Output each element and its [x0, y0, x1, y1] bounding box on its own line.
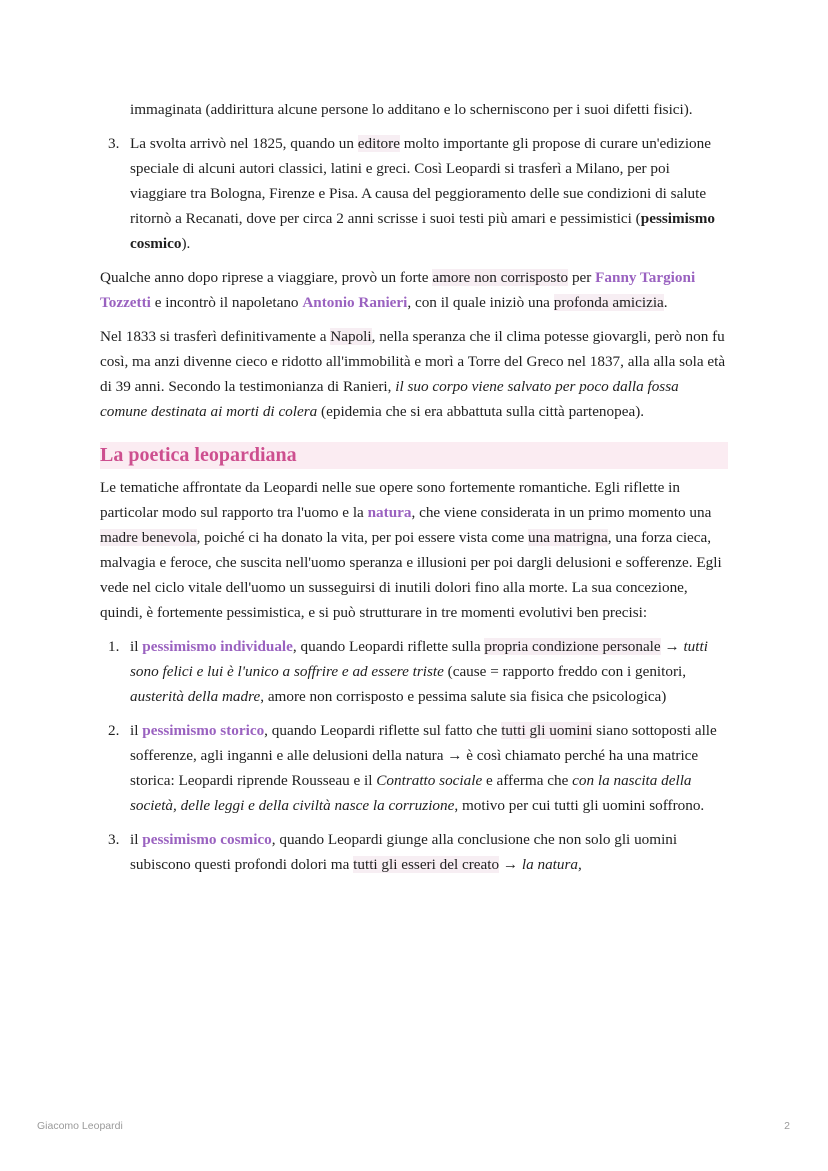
- text-run: .: [663, 294, 668, 311]
- text-run: La svolta arrivò nel 1825, quando un: [130, 135, 358, 152]
- paragraph-naples: [100, 324, 728, 424]
- text-run: , quando Leopardi giunge alla conclusione che non solo gli uomini subiscono questi profondi dolori ma: [130, 831, 678, 873]
- term-pessimism: pessimismo cosmico: [142, 831, 272, 848]
- name-fanny: Fanny Targioni Tozzetti: [100, 269, 696, 311]
- list-item: [100, 131, 728, 256]
- text-run: il: [130, 831, 143, 848]
- list-number: 1.: [108, 638, 120, 655]
- text-run: siano sottoposti alle sofferenze, agli inganni e alle delusioni della natura → è così chiamato perché ha una matrice storica: Leopardi riprende Rousseau e il: [130, 722, 717, 789]
- text-run: , quando Leopardi riflette sulla: [292, 638, 485, 655]
- list-item: [100, 634, 728, 709]
- footer-page-number: 2: [784, 1120, 790, 1132]
- text-run: Le tematiche affrontate da Leopardi nelle sue opere sono fortemente romantiche. Egli riflette in particolar modo sul rapporto tra l'uomo e la: [100, 479, 680, 521]
- italic-text: la natura,: [521, 856, 582, 873]
- continued-list-item: [100, 97, 728, 122]
- term-natura: natura: [367, 504, 412, 521]
- footer-title: Giacomo Leopardi: [37, 1120, 123, 1132]
- italic-text: con la nascita della società, delle leggi e della civiltà nasce la corruzione: [130, 772, 692, 814]
- highlight-madre: madre benevola: [100, 529, 197, 546]
- text-run: , motivo per cui tutti gli uomini soffrono.: [454, 797, 705, 814]
- italic-text: Contratto sociale: [376, 772, 483, 789]
- highlight-friendship: profonda amicizia: [553, 294, 664, 311]
- text-run: il: [130, 638, 143, 655]
- list-number: 3.: [108, 831, 120, 848]
- highlight-editore: editore: [357, 135, 400, 152]
- highlight-matrigna: una matrigna: [528, 529, 608, 546]
- bold-term: pessimismo cosmico: [130, 210, 716, 252]
- list-number: 3.: [108, 135, 120, 152]
- text-run: , una forza cieca, malvagia e feroce, che suscita nell'uomo speranza e illusioni per poi dargli delusioni e sofferenze. Egli vede nel ciclo vitale dell'uomo un susseguirsi di inutili dolori fino alla morte. La sua concezione, quindi, è fortemente pessimistica, e si può strutturare in tre momenti evolutivi ben precisi:: [100, 529, 722, 621]
- term-pessimism: pessimismo storico: [142, 722, 265, 739]
- text-run: il: [130, 722, 143, 739]
- highlight: propria condizione personale: [484, 638, 661, 655]
- paragraph-travels: [100, 265, 728, 315]
- text-run: →: [499, 856, 522, 873]
- term-pessimism: pessimismo individuale: [142, 638, 293, 655]
- list-number: 2.: [108, 722, 120, 739]
- text-run: ).: [181, 235, 191, 252]
- name-ranieri: Antonio Ranieri: [302, 294, 408, 311]
- text-run: per: [568, 269, 596, 286]
- text-run: e afferma che: [482, 772, 573, 789]
- text-run: e incontrò il napoletano: [150, 294, 303, 311]
- text-run: , nella speranza che il clima potesse giovargli, però non fu così, ma anzi divenne cieco e ridotto all'immobilità e morì a Torre del Greco nel 1837, alla alla sola età di 39 anni. Secondo la testimonianza di Ranieri,: [100, 328, 726, 395]
- list-item: [100, 718, 728, 818]
- text-run: , poiché ci ha donato la vita, per poi essere vista come: [196, 529, 529, 546]
- text-run: molto importante gli propose di curare un'edizione speciale di alcuni autori classici, latini e greci. Così Leopardi si trasferì a Milano, per poi viaggiare tra Bologna, Firenze e Pisa. A causa del peggioramento delle sue condizioni di salute ritornò a Recanati, dove per circa 2 anni scrisse i suoi testi più amari e pessimistici (: [130, 135, 711, 227]
- text-run: (cause = rapporto freddo con i genitori,: [443, 663, 687, 680]
- list-item: [100, 827, 728, 877]
- text-run: , che viene considerata in un primo momento una: [411, 504, 712, 521]
- paragraph-poetics: [100, 475, 728, 625]
- highlight: tutti gli uomini: [501, 722, 593, 739]
- list-item-text: immaginata (addirittura alcune persone lo additano e lo scherniscono per i suoi difetti fisici).: [130, 101, 693, 118]
- text-run: , quando Leopardi riflette sul fatto che: [264, 722, 502, 739]
- document-body: [100, 97, 728, 886]
- text-run: , amore non corrisposto e pessima salute sia fisica che psicologica): [260, 688, 667, 705]
- italic-quote: il suo corpo viene salvato per poco dalla fossa comune destinata ai morti di colera: [100, 378, 679, 420]
- italic-text: tutti sono felici e lui è l'unico a soffrire e ad essere triste: [130, 638, 708, 680]
- text-run: Qualche anno dopo riprese a viaggiare, provò un forte: [100, 269, 433, 286]
- highlight-love: amore non corrisposto: [432, 269, 569, 286]
- text-run: (epidemia che si era abbattuta sulla città partenopea).: [317, 403, 645, 420]
- highlight: tutti gli esseri del creato: [353, 856, 500, 873]
- italic-text: austerità della madre: [130, 688, 261, 705]
- section-heading: La poetica leopardiana: [100, 442, 728, 469]
- text-run: →: [660, 638, 684, 655]
- text-run: Nel 1833 si trasferì definitivamente a: [100, 328, 331, 345]
- text-run: , con il quale iniziò una: [407, 294, 554, 311]
- highlight-napoli: Napoli: [330, 328, 372, 345]
